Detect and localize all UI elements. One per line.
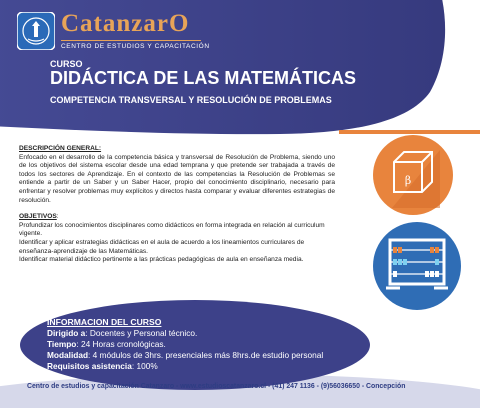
description-body: Enfocado en el desarrollo de la competencia básica y transversal de Resolución de Problema, siendo uno de los objetivos del sistema escolar desde una edad temprana y que pretende ser trabajada a través de todos los sectores de Aprendizaje. En el contexto de las competencias la Resolución de Problemas se entiende a partir de un Saber y un Saber Hacer, propio del conocimiento disciplinario, necesario para enfrentar y resolver problemas muy explícitos y directos hasta comparar y evaluar diferentes estrategias de resolución. (19, 153, 335, 204)
brand-name: CatanzarO (61, 10, 190, 37)
info-row: Tiempo: 24 Horas cronológicas. (47, 339, 166, 349)
info-heading: INFORMACION DEL CURSO (47, 317, 162, 327)
beta-symbol: β (404, 174, 412, 187)
brand-subtitle: CENTRO DE ESTUDIOS Y CAPACITACIÓN (61, 43, 210, 50)
info-row: Dirigido a: Docentes y Personal técnico. (47, 328, 198, 338)
beta-cube-icon (373, 135, 453, 215)
accent-line (339, 130, 480, 134)
abacus-icon (373, 222, 461, 310)
course-kicker: CURSO (50, 59, 83, 69)
objective-item: Profundizar los conocimientos disciplinares como didácticos en forma integrada en relación al curriculum vigente. (19, 221, 325, 238)
course-info (47, 317, 323, 372)
course-subtitle: COMPETENCIA TRANSVERSAL Y RESOLUCIÓN DE PROBLEMAS (50, 95, 332, 105)
info-row: Requisitos asistencia: 100% (47, 361, 158, 371)
footer-contact: Centro de estudios y capacitación Catanzaro - www.estudioscatanzaro.cl - (41) 247 1136 - (9)56036650 - Concepción (27, 383, 406, 390)
objectives-heading: OBJETIVOS: (19, 213, 59, 221)
course-content (19, 145, 335, 265)
seal-logo-icon (17, 12, 55, 50)
objective-item: Identificar material didáctico pertinente a las prácticas pedagógicas de aula en enseñanza media. (19, 256, 304, 264)
brand-divider (61, 40, 201, 41)
course-title: DIDÁCTICA DE LAS MATEMÁTICAS (50, 68, 356, 88)
info-row: Modalidad: 4 módulos de 3hrs. presenciales más 8hrs.de estudio personal (47, 350, 324, 360)
description-heading: DESCRIPCIÓN GENERAL: (19, 145, 102, 152)
objective-item: Identificar y aplicar estrategias didácticas en el aula de acuerdo a los lineamientos curriculares de enseñanza-aprendizaje de las Matemáticas. (19, 238, 305, 255)
